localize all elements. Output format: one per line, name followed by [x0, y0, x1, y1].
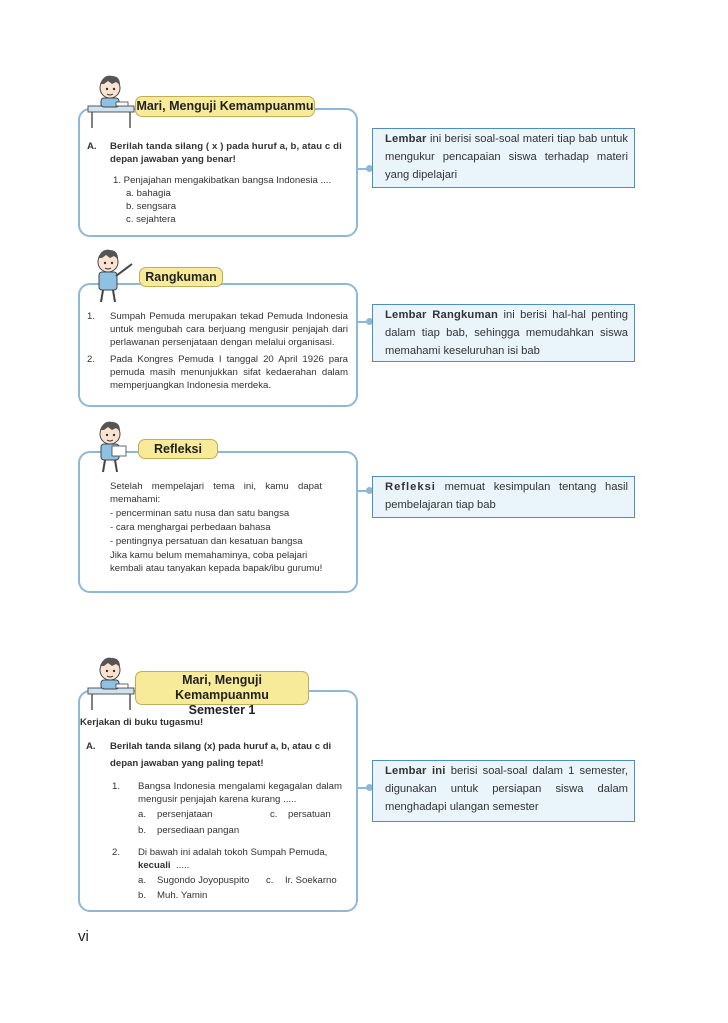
summary-item-2-text: Pada Kongres Pemuda I tanggal 20 April 1926 para pemuda masih menunjukkan sifat kedaerahan dalam memperjuangkan Indonesia merdeka.	[110, 354, 348, 392]
note-test	[372, 128, 635, 188]
summary-item-2-number: 2.	[87, 354, 96, 365]
note-reflection-text: memuat kesimpulan tentang hasil pembelajaran tiap bab	[385, 481, 628, 511]
note-test-text: ini berisi soal-soal materi tiap bab untuk mengukur pencapaian siswa terhadap materi yang dipelajari	[385, 133, 628, 181]
note-summary-bold: Lembar Rangkuman	[385, 309, 499, 321]
q1-option-b: persediaan pangan	[157, 825, 240, 836]
question-2-number: 2.	[112, 847, 121, 858]
instruction-line-2: depan jawaban yang benar!	[110, 154, 236, 165]
option-a: a. bahagia	[126, 188, 171, 199]
q2-option-a-letter: a.	[138, 875, 147, 886]
q1-option-c-letter: c.	[270, 809, 278, 820]
reflection-bullet-1: - pencerminan satu nusa dan satu bangsa	[110, 508, 290, 519]
summary-item-1-text: Sumpah Pemuda merupakan tekad Pemuda Indonesia untuk mengubah cara berjuang mengusir penjajah dari perlawanan persenjataan dengan melalui organisasi.	[110, 311, 348, 349]
option-b: b. sengsara	[126, 201, 177, 212]
student-at-desk-icon	[86, 72, 136, 130]
question-2-dots: .....	[176, 860, 190, 871]
note-semester-text: berisi soal-soal dalam 1 semester, digunakan untuk persiapan siswa dalam menghadapi ulangan semester	[385, 765, 628, 813]
note-semester	[372, 760, 635, 822]
q2-option-a: Sugondo Joyopuspito	[157, 875, 250, 886]
question-2-kecuali: kecuali	[138, 860, 171, 871]
q1-option-c: persatuan	[288, 809, 331, 820]
question-1-text: Bangsa Indonesia mengalami kegagalan dalam mengusir penjajah karena kurang .....	[138, 781, 342, 806]
reflection-bullet-3: - pentingnya persatuan dan kesatuan bangsa	[110, 536, 303, 547]
instruction-line-1: Berilah tanda silang ( x ) pada huruf a, b, atau c di	[110, 141, 342, 152]
instruction-marker: A.	[87, 141, 97, 152]
note-reflection-bold: Refleksi	[385, 481, 436, 493]
instruction-line-1: Berilah tanda silang (x) pada huruf a, b, atau c di	[110, 741, 332, 752]
page-number: vi	[78, 928, 89, 945]
note-summary	[372, 304, 635, 362]
summary-item-1-number: 1.	[87, 311, 96, 322]
semester-title-line-2: Semester 1	[188, 703, 256, 717]
section-title-test: Mari, Menguji Kemampuanmu	[135, 96, 315, 117]
section-title-semester	[135, 671, 309, 717]
semester-title-line-1: Mari, Menguji Kemampuanmu	[175, 673, 269, 702]
question-1-number: 1.	[112, 781, 121, 792]
q1-option-a-letter: a.	[138, 809, 147, 820]
instruction-marker: A.	[86, 741, 96, 752]
q2-option-b: Muh. Yamin	[157, 890, 208, 901]
q1-option-a: persenjataan	[157, 809, 213, 820]
option-c: c. sejahtera	[126, 214, 176, 225]
section-title-summary: Rangkuman	[139, 267, 223, 287]
work-instruction: Kerjakan di buku tugasmu!	[80, 717, 204, 728]
note-semester-bold: Lembar ini	[385, 765, 446, 777]
reflection-closing: Jika kamu belum memahaminya, coba pelajari kembali atau tanyakan kepada bapak/ibu gurumu!	[110, 550, 323, 575]
student-reflecting-icon	[88, 418, 134, 474]
reflection-intro: Setelah mempelajari tema ini, kamu dapat memahami:	[110, 481, 322, 506]
section-title-reflection: Refleksi	[138, 439, 218, 459]
question-1: 1. Penjajahan mengakibatkan bangsa Indonesia ....	[113, 175, 332, 186]
student-pointing-icon	[86, 246, 136, 304]
instruction-line-2: depan jawaban yang paling tepat!	[110, 758, 264, 769]
student-at-desk-icon	[86, 654, 136, 712]
note-summary-text: ini berisi hal-hal penting dalam tiap bab, sehingga memudahkan siswa memahami keseluruhan isi bab	[385, 309, 629, 357]
q2-option-b-letter: b.	[138, 890, 147, 901]
q1-option-b-letter: b.	[138, 825, 147, 836]
note-test-bold: Lembar	[385, 133, 427, 145]
q2-option-c-letter: c.	[266, 875, 274, 886]
note-reflection	[372, 476, 635, 518]
q2-option-c: Ir. Soekarno	[285, 875, 337, 886]
question-2-text: Di bawah ini adalah tokoh Sumpah Pemuda,	[138, 847, 328, 858]
reflection-bullet-2: - cara menghargai perbedaan bahasa	[110, 522, 271, 533]
